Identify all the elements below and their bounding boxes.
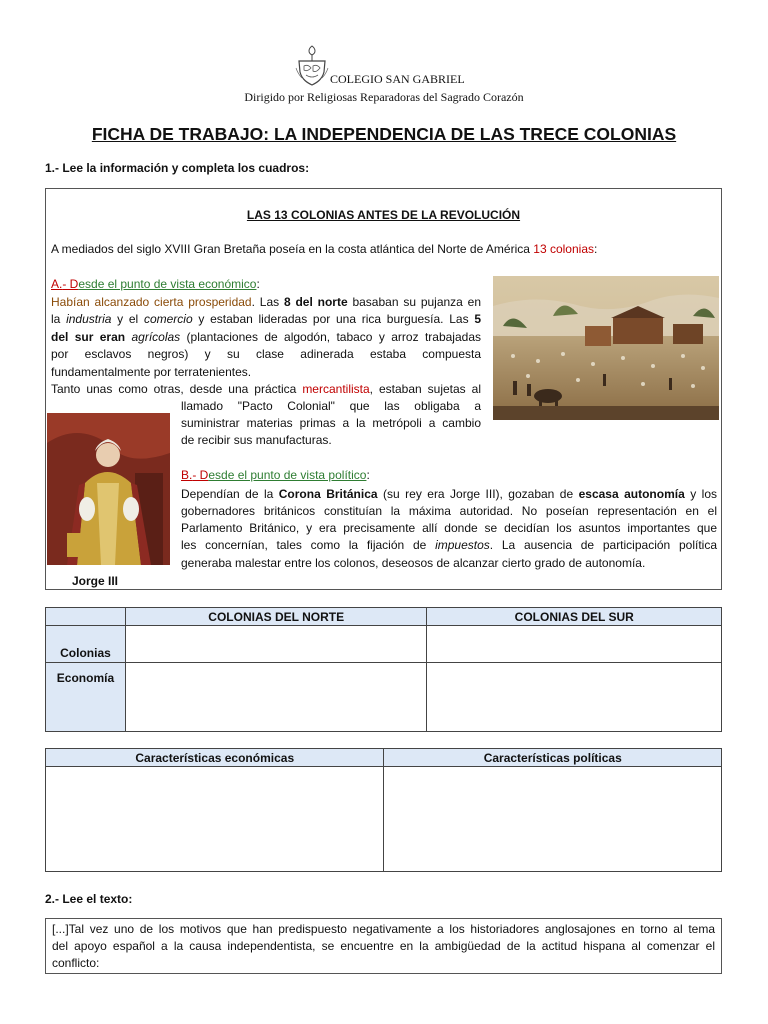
question-1-label: 1.- Lee la información y completa los cuadros:: [45, 161, 310, 175]
colonies-table: [45, 607, 722, 732]
info-heading: LAS 13 COLONIAS ANTES DE LA REVOLUCIÓN: [246, 208, 521, 222]
characteristics-table: [45, 748, 722, 872]
table1-corner-cell: [46, 608, 126, 626]
section-a-line-4: por esclavos negros) y su clase adinerada estaba compuesta: [51, 347, 481, 361]
section-b-heading: B.- Desde el punto de vista político:: [181, 468, 370, 482]
section-b-line-5: generaba malestar entre los colonos, deseosos de alcanzar cierto grado de autonomía.: [181, 556, 646, 570]
quote-line-3: conflicto:: [52, 956, 100, 970]
section-a-heading: A.- Desde el punto de vista económico:: [51, 277, 260, 291]
table1-header-south: COLONIAS DEL SUR: [427, 608, 722, 626]
table1-cell-south-economia[interactable]: [427, 663, 722, 732]
section-b-line-3: Parlamento Británico, y era precisamente allí donde se decidían los asuntos importantes que: [181, 521, 717, 535]
table1-header-north: COLONIAS DEL NORTE: [125, 608, 427, 626]
plantation-painting-image: [493, 276, 719, 420]
table1-cell-north-colonias[interactable]: [125, 626, 427, 663]
section-a-line-5: fundamentalmente por terratenientes.: [51, 365, 252, 379]
school-name: COLEGIO SAN GABRIEL: [330, 72, 465, 86]
section-a-line-6: Tanto unas como otras, desde una práctica mercantilista, estaban sujetas al: [51, 382, 481, 396]
section-b-line-1: Dependían de la Corona Británica (su rey era Jorge III), gozaban de escasa autonomía y los: [181, 487, 718, 501]
question-2-label: 2.- Lee el texto:: [45, 892, 133, 906]
table1-row-economia: Economía: [46, 663, 126, 732]
table2-cell-political[interactable]: [384, 767, 722, 872]
jorge-iii-portrait-image: [47, 413, 170, 565]
section-b-line-4: les concernían, tales como la fijación de impuestos. La ausencia de participación política: [181, 538, 717, 552]
worksheet-title: FICHA DE TRABAJO: LA INDEPENDENCIA DE LAS TRECE COLONIAS: [91, 124, 677, 144]
highlight-13-colonias: 13 colonias: [533, 242, 594, 256]
section-b-line-2: gobernadores británicos constituían la máxima autoridad. No poseían representación en el: [181, 504, 717, 518]
info-intro: A mediados del siglo XVIII Gran Bretaña poseía en la costa atlántica del Norte de América 13 colonias:: [51, 242, 598, 256]
table1-row-colonias: Colonias: [46, 626, 126, 663]
quote-line-1: [...]Tal vez uno de los motivos que han predispuesto negativamente a los historiadores anglosajones en torno al tema: [52, 922, 715, 936]
section-a-line-1: Habían alcanzado cierta prosperidad. Las 8 del norte basaban su pujanza en: [51, 295, 482, 309]
table1-cell-south-colonias[interactable]: [427, 626, 722, 663]
section-a-line-7: llamado "Pacto Colonial" que las obligaba a: [181, 399, 481, 413]
section-a-line-2: la industria y el comercio y estaban lideradas por una rica burguesía. Las 5: [51, 312, 481, 326]
section-a-line-3: del sur eran agrícolas (plantaciones de algodón, tabaco y arroz trabajadas: [51, 330, 481, 344]
school-subtitle: Dirigido por Religiosas Reparadoras del Sagrado Corazón: [244, 90, 524, 104]
portrait-caption: Jorge III: [72, 574, 119, 588]
table2-header-economic: Características económicas: [46, 749, 384, 767]
school-crest-logo: [294, 44, 330, 86]
section-a-line-9: de recibir sus manufacturas.: [181, 433, 332, 447]
table1-cell-north-economia[interactable]: [125, 663, 427, 732]
table2-header-political: Características políticas: [384, 749, 722, 767]
section-a-line-8: suministrar materias primas a la metrópoli a cambio: [181, 416, 481, 430]
quote-line-2: del apoyo español a la causa independentista, se encuentre en la ambigüedad de la actitud hispana al comenzar el: [52, 939, 715, 953]
table2-cell-economic[interactable]: [46, 767, 384, 872]
